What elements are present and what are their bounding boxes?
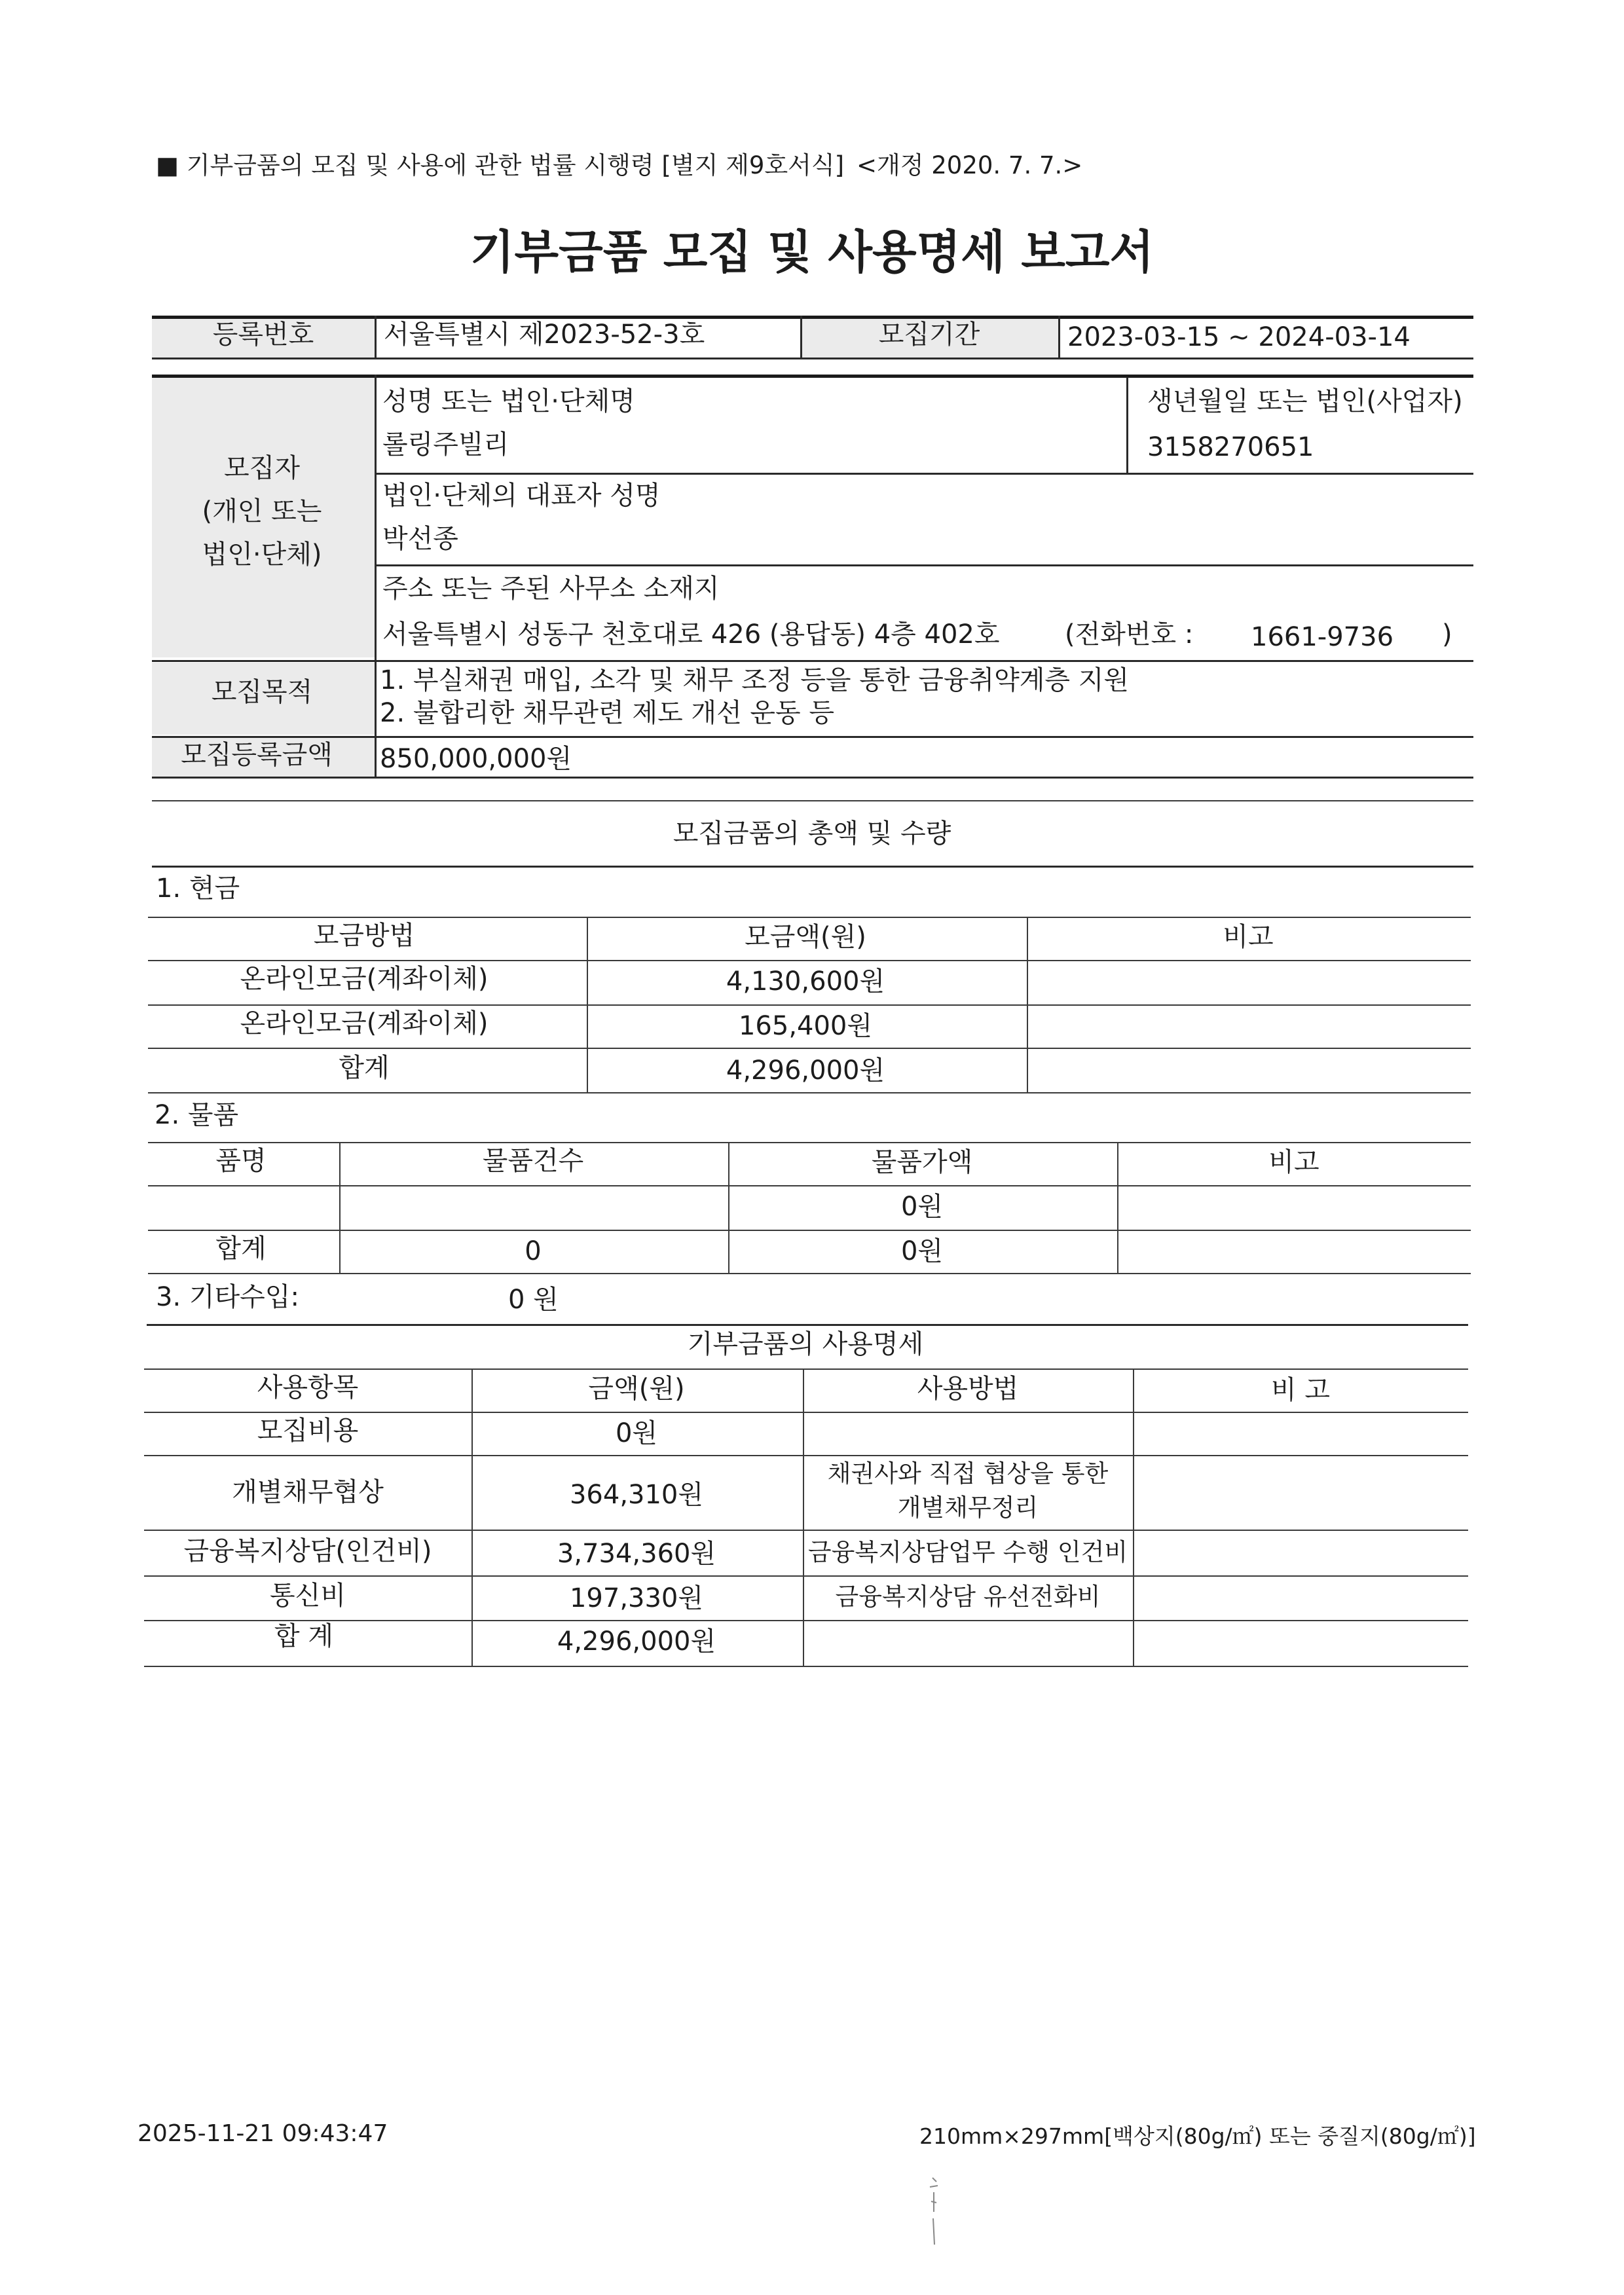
usage-row-amount: 364,310원 <box>569 1480 704 1510</box>
registered-amount-value: 850,000,000원 <box>380 744 572 774</box>
rule <box>144 1412 1468 1413</box>
goods-row-value: 0원 <box>900 1192 944 1222</box>
purpose-line-2: 2. 불합리한 채무관련 제도 개선 운동 등 <box>380 698 835 728</box>
rule <box>144 1620 1468 1621</box>
usage-row-item: 금융복지상담(인건비) <box>183 1536 432 1566</box>
usage-header-item: 사용항목 <box>257 1372 359 1403</box>
cash-row-amount: 4,130,600원 <box>726 966 885 997</box>
rule <box>148 917 1471 918</box>
name-label: 성명 또는 법인·단체명 <box>382 386 635 416</box>
print-timestamp: 2025-11-21 09:43:47 <box>138 2120 388 2147</box>
rule <box>152 316 1473 319</box>
representative-value: 박선종 <box>382 524 458 554</box>
rule <box>1126 377 1128 473</box>
rule <box>1117 1142 1118 1273</box>
other-income-value: 0 원 <box>508 1285 559 1315</box>
cash-title: 1. 현금 <box>156 873 240 904</box>
goods-total-value: 0원 <box>900 1236 944 1266</box>
period-value: 2023-03-15 ~ 2024-03-14 <box>1067 322 1411 352</box>
collector-label-2: (개인 또는 <box>202 496 322 526</box>
rule <box>152 777 1473 779</box>
usage-row-method: 채권사와 직접 협상을 통한 <box>827 1460 1109 1488</box>
other-income-label: 3. 기타수입: <box>156 1282 299 1312</box>
goods-total-label: 합계 <box>215 1234 267 1264</box>
cash-row-amount: 165,400원 <box>738 1011 873 1041</box>
scan-mark-icon <box>921 2173 947 2251</box>
rule <box>144 1368 1468 1370</box>
cash-header-amount: 모금액(원) <box>745 922 866 952</box>
rule <box>152 800 1473 801</box>
rule <box>148 960 1471 961</box>
cash-header-method: 모금방법 <box>313 921 415 951</box>
rule <box>148 1230 1471 1231</box>
goods-header-count: 물품건수 <box>482 1146 584 1176</box>
rule <box>803 1368 804 1666</box>
rule <box>1058 316 1060 359</box>
goods-title: 2. 물품 <box>155 1100 239 1130</box>
registered-amount-label: 모집등록금액 <box>181 740 333 770</box>
collector-label-1: 모집자 <box>224 453 300 483</box>
rule <box>152 866 1473 868</box>
phone-label: (전화번호 : <box>1065 619 1194 650</box>
totals-section-title: 모집금품의 총액 및 수량 <box>673 818 951 849</box>
usage-total-amount: 4,296,000원 <box>557 1626 716 1657</box>
registration-number: 서울특별시 제2023-52-3호 <box>384 320 705 350</box>
address-value: 서울특별시 성동구 천호대로 426 (용답동) 4층 402호 <box>382 619 1000 650</box>
usage-row-method: 금융복지상담업무 수행 인건비 <box>807 1538 1128 1566</box>
usage-row-method-line2: 개별채무정리 <box>897 1494 1039 1522</box>
usage-row-method: 금융복지상담 유선전화비 <box>835 1583 1101 1611</box>
rule <box>148 1142 1471 1143</box>
rule <box>148 1004 1471 1006</box>
page-title: 기부금품 모집 및 사용명세 보고서 <box>470 225 1154 279</box>
usage-row-item: 통신비 <box>270 1581 346 1611</box>
rule <box>376 473 1473 475</box>
cash-row-method: 온라인모금(계좌이체) <box>240 964 489 994</box>
usage-title: 기부금품의 사용명세 <box>687 1329 924 1359</box>
birth-value: 3158270651 <box>1147 432 1314 462</box>
goods-total-count: 0 <box>525 1236 542 1266</box>
period-label: 모집기간 <box>878 320 980 350</box>
rule <box>148 1185 1471 1186</box>
usage-row-item: 개별채무협상 <box>232 1477 384 1507</box>
rule <box>800 316 802 359</box>
rule <box>339 1142 341 1273</box>
birth-label: 생년월일 또는 법인(사업자) <box>1147 386 1463 416</box>
revision-note: <개정 2020. 7. 7.> <box>857 151 1083 179</box>
goods-header-value: 물품가액 <box>871 1147 973 1177</box>
rule <box>375 316 377 359</box>
registration-label: 등록번호 <box>212 320 314 350</box>
address-label: 주소 또는 주된 사무소 소재지 <box>382 574 720 604</box>
purpose-label: 모집목적 <box>211 677 313 707</box>
cash-row-method: 온라인모금(계좌이체) <box>240 1008 489 1038</box>
rule <box>144 1455 1468 1456</box>
rule <box>376 564 1473 566</box>
name-value: 롤링주빌리 <box>382 430 509 460</box>
rule <box>148 1092 1471 1093</box>
rule <box>1133 1368 1134 1666</box>
legal-basis: ■ 기부금품의 모집 및 사용에 관한 법률 시행령 [별지 제9호서식] <box>156 151 845 179</box>
paper-spec: 210mm×297mm[백상지(80g/㎡) 또는 중질지(80g/㎡)] <box>919 2123 1476 2149</box>
usage-header-method: 사용방법 <box>917 1374 1019 1404</box>
collector-label-3: 법인·단체) <box>202 540 322 570</box>
usage-total-label: 합 계 <box>274 1621 333 1651</box>
rule <box>728 1142 729 1273</box>
goods-header-note: 비고 <box>1268 1147 1320 1177</box>
rule <box>152 358 1473 359</box>
rule <box>1027 917 1028 1092</box>
purpose-line-1: 1. 부실채권 매입, 소각 및 채무 조정 등을 통한 금융취약계층 지원 <box>380 665 1130 695</box>
usage-row-amount: 197,330원 <box>569 1583 704 1613</box>
rule <box>144 1575 1468 1577</box>
rule <box>152 660 1473 662</box>
rule <box>144 1530 1468 1531</box>
rule <box>148 1048 1471 1049</box>
usage-header-amount: 금액(원) <box>588 1374 685 1404</box>
rule <box>147 1324 1468 1326</box>
rule <box>471 1368 473 1666</box>
phone-close: ) <box>1442 619 1452 650</box>
cash-total-amount: 4,296,000원 <box>726 1056 885 1086</box>
cash-total-label: 합계 <box>339 1053 390 1083</box>
rule <box>587 917 588 1092</box>
rule <box>144 1666 1468 1667</box>
phone-value: 1661-9736 <box>1251 622 1394 652</box>
usage-header-note: 비 고 <box>1271 1375 1330 1405</box>
usage-row-amount: 0원 <box>615 1418 658 1448</box>
goods-header-name: 품명 <box>215 1146 267 1176</box>
representative-label: 법인·단체의 대표자 성명 <box>382 481 661 511</box>
usage-row-item: 모집비용 <box>257 1416 359 1446</box>
rule <box>152 375 1473 378</box>
usage-row-amount: 3,734,360원 <box>557 1539 716 1569</box>
rule <box>152 736 1473 738</box>
rule <box>375 375 377 777</box>
cash-header-note: 비고 <box>1223 922 1274 952</box>
rule <box>148 1273 1471 1274</box>
